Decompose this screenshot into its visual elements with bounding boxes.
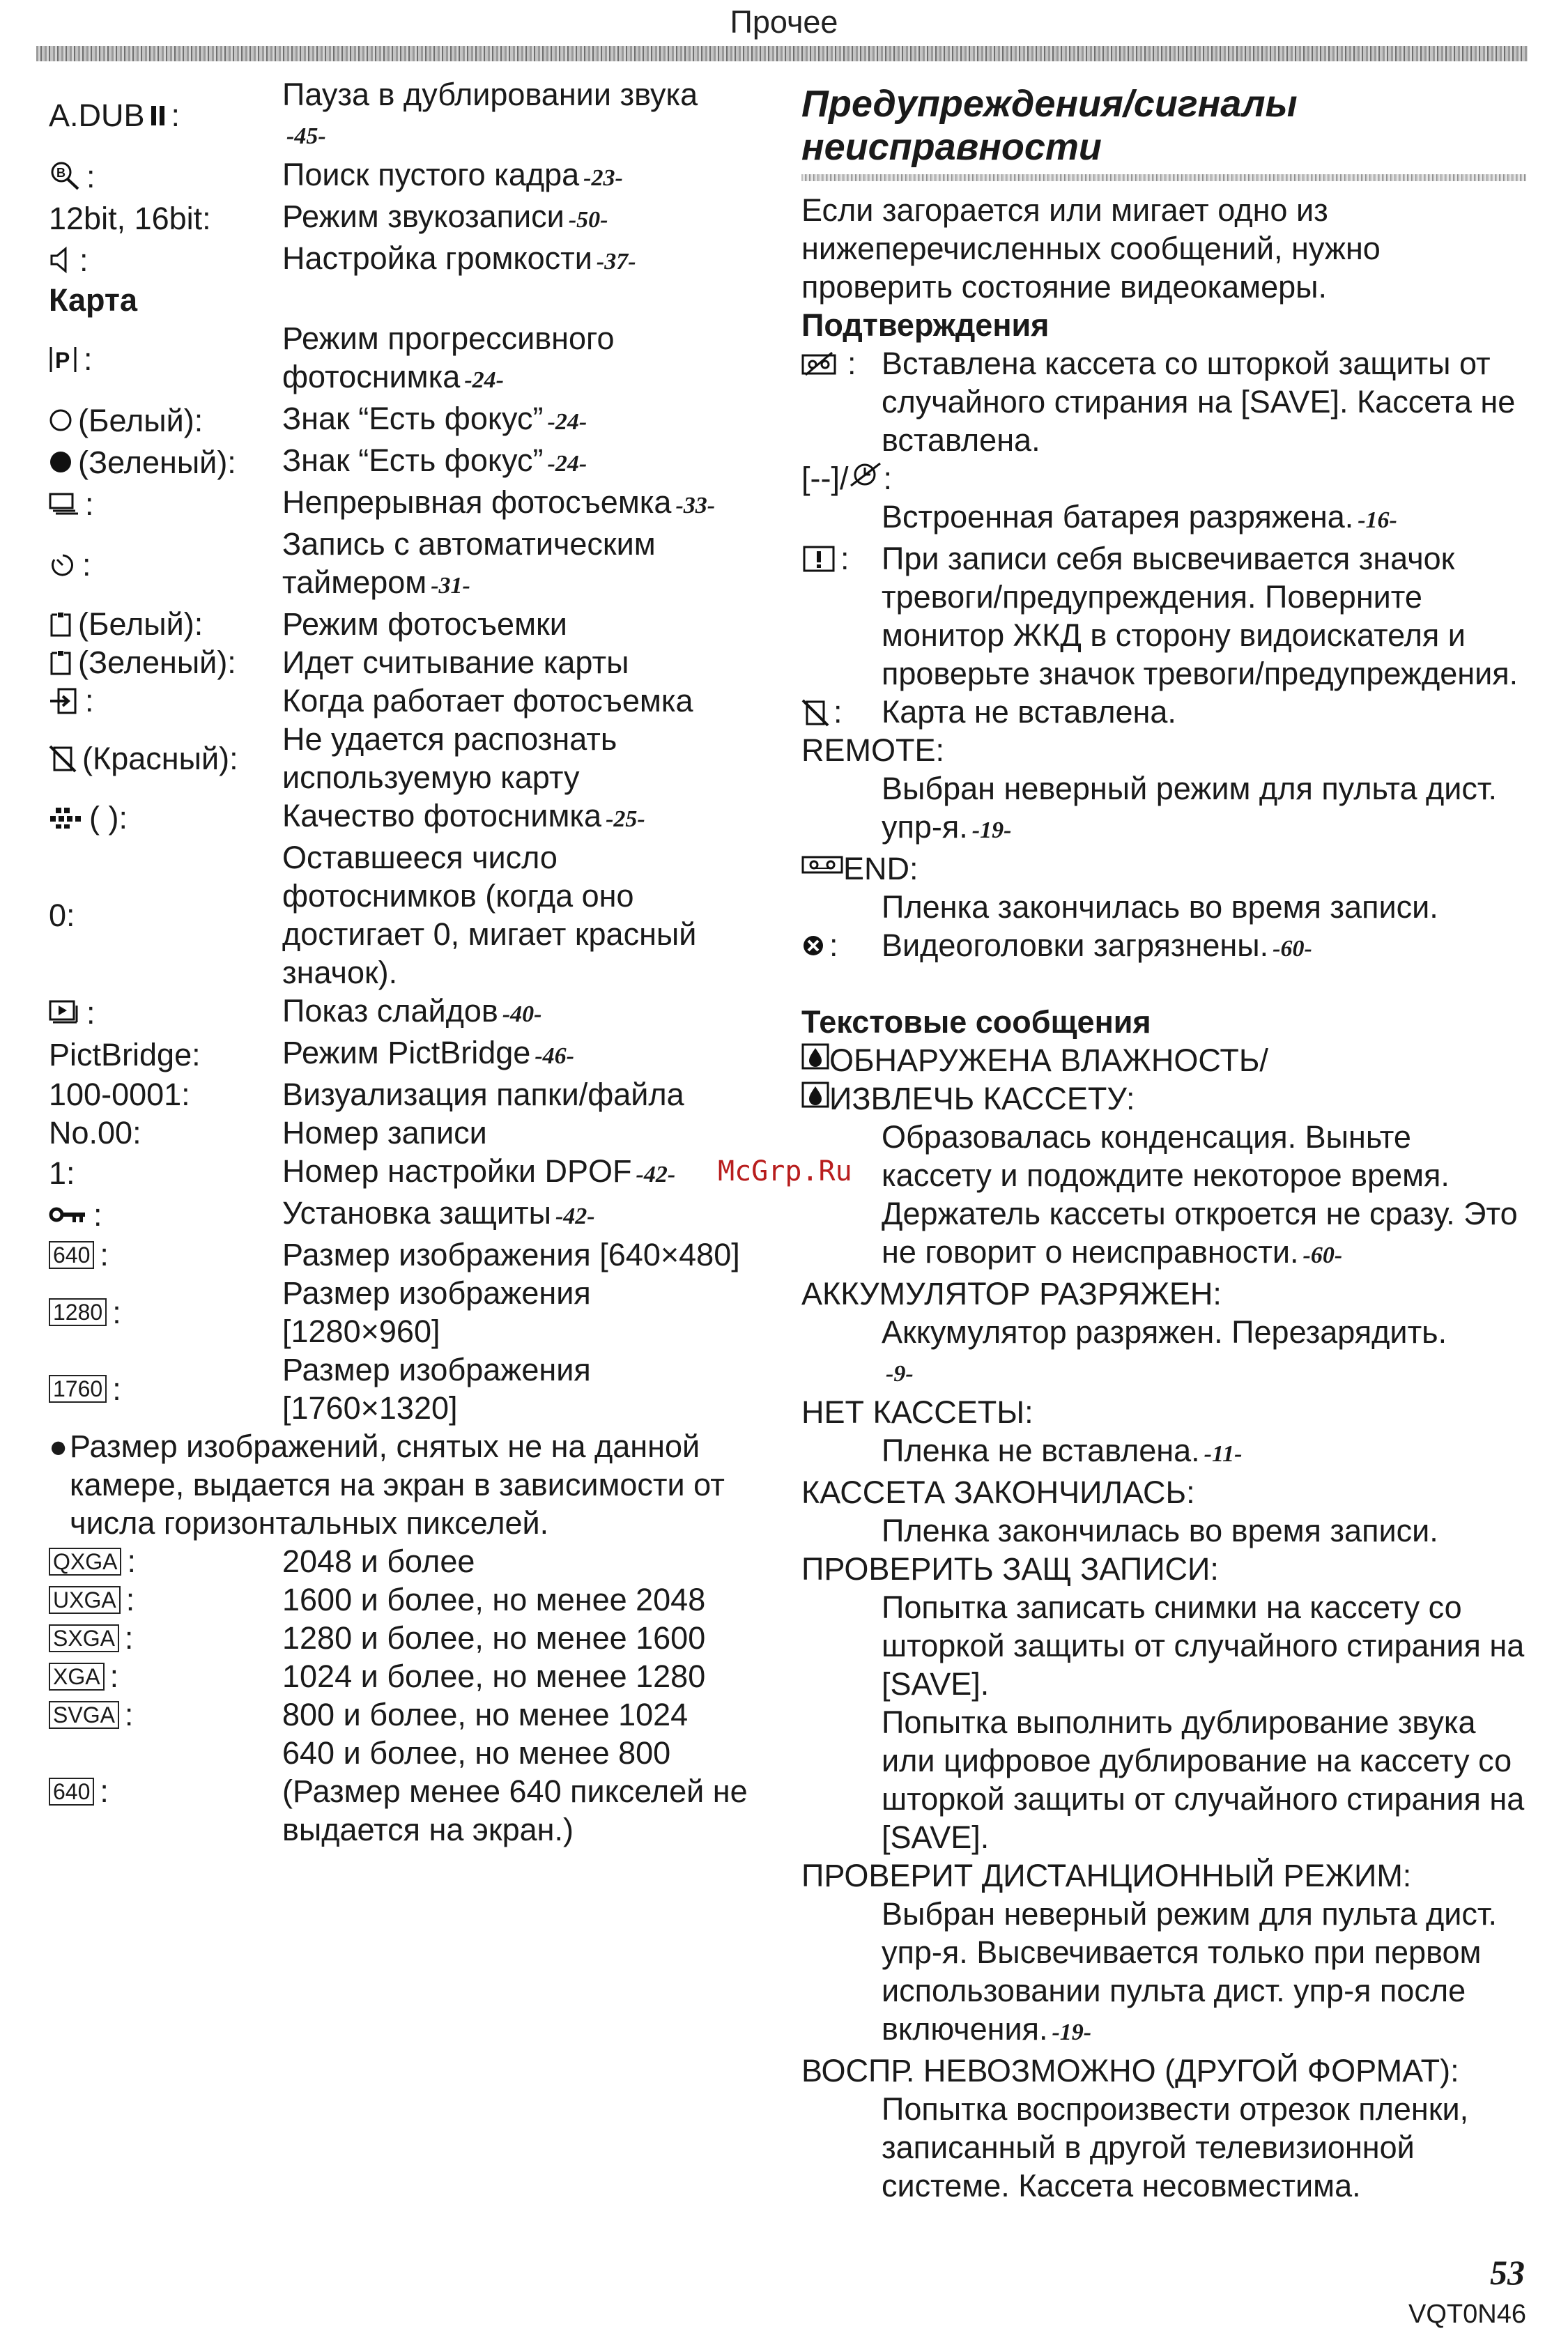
msg-check-protect: ПРОВЕРИТЬ ЗАЩ ЗАПИСИ: Попытка записать снимки на кассету со шторкой защиты от случайного стирания на [SAVE]. Попытка выполнить дублирование звука или цифровое дублирование на кассету со шторкой защиты от случайного стирания на [SAVE]. xyxy=(801,1551,1525,1855)
bullet-icon: ● xyxy=(49,1429,68,1464)
key-icon xyxy=(49,1199,88,1230)
page-number: 53 xyxy=(1490,2253,1525,2292)
entry-card-reading: (Зеленый): Идет считывание карты xyxy=(49,643,753,682)
spec-sxga: SXGA : 1280 и более, но менее 1600 xyxy=(49,1619,753,1657)
msg-tape-end: КАССЕТА ЗАКОНЧИЛАСЬ: Пленка закончилась во время записи. xyxy=(801,1475,1438,1548)
size-1280-badge: 1280 xyxy=(49,1298,107,1326)
entry-volume: : Настройка громкости -37- xyxy=(49,239,753,281)
size-640-badge: 640 xyxy=(49,1241,94,1269)
title-rule xyxy=(801,174,1526,181)
entry-blank-search: B : Поиск пустого кадра -23- xyxy=(49,155,753,197)
blank-search-icon xyxy=(49,161,81,192)
entry-size-640: 640 : Размер изображения [640×480] xyxy=(49,1236,753,1274)
confirm-dirty-heads: : Видеоголовки загрязнены. -60- xyxy=(801,926,1526,968)
size-1760-badge: 1760 xyxy=(49,1375,107,1403)
right-column xyxy=(801,75,1526,2205)
dirty-head-icon xyxy=(801,930,825,961)
confirm-battery: [--]/ : Встроенная батарея разряжена. -16- xyxy=(801,461,1397,534)
warnings-intro: Если загорается или мигает одно из нижеперечисленных сообщений, нужно проверить состояние видеокамеры. xyxy=(801,192,1381,305)
entry-focus-green: (Зеленый): Знак “Есть фокус” -24- xyxy=(49,441,753,483)
confirm-warning: : При записи себя высвечивается значок тревоги/предупреждения. Поверните монитор ЖКД в сторону видоискателя и проверьте значок тревоги/предупреждения. xyxy=(801,539,1526,693)
entry-size-1760: 1760 : Размер изображения [1760×1320] xyxy=(49,1351,753,1427)
spec-qxga: QXGA : 2048 и более xyxy=(49,1542,753,1580)
circle-filled-icon xyxy=(49,447,72,477)
burst-icon xyxy=(49,488,79,519)
watermark: McGrp.Ru xyxy=(718,1155,852,1187)
header-rule xyxy=(36,46,1528,61)
entry-focus-white: (Белый): Знак “Есть фокус” -24- xyxy=(49,399,753,441)
left-column xyxy=(49,75,753,1849)
entry-dpof: 1: Номер настройки DPOF -42- xyxy=(49,1153,676,1191)
svg-text:P: P xyxy=(55,347,70,373)
entry-slideshow: : Показ слайдов -40- xyxy=(49,992,753,1033)
warnings-title: Предупреждения/сигналы неисправности xyxy=(801,83,1298,168)
msg-humidity: ОБНАРУЖЕНА ВЛАЖНОСТЬ/ ИЗВЛЕЧЬ КАССЕТУ: Образовалась конденсация. Выньте кассету и подождите некоторое время. Держатель кассеты откроется не сразу. Это не говорит о неисправности. -60- xyxy=(801,1041,1526,1275)
pause-icon xyxy=(151,100,166,131)
spec-xga: XGA : 1024 и более, но менее 1280 xyxy=(49,1657,753,1695)
confirm-remote: REMOTE: Выбран неверный режим для пульта дист. упр-я. -19- xyxy=(801,732,1498,845)
card-write-icon xyxy=(49,686,79,716)
msg-no-cassette: НЕТ КАССЕТЫ: Пленка не вставлена. -11- xyxy=(801,1394,1243,1468)
text-messages-heading: Текстовые сообщения xyxy=(801,1004,1151,1040)
speaker-icon xyxy=(49,245,74,275)
entry-self-timer: : Запись с автоматическим таймером -31- xyxy=(49,525,753,605)
drop-icon xyxy=(801,1079,829,1110)
circle-outline-icon xyxy=(49,405,72,436)
spec-uxga: UXGA : 1600 и более, но менее 2048 xyxy=(49,1580,753,1619)
entry-photo-mode: (Белый): Режим фотосъемки xyxy=(49,605,753,643)
entry-size-1280: 1280 : Размер изображения [1280×960] xyxy=(49,1274,753,1351)
spec-640: 640 : 640 и более, но менее 800 (Размер менее 640 пикселей не выдается на экран.) xyxy=(49,1734,753,1849)
msg-battery-low: АККУМУЛЯТОР РАЗРЯЖЕН: Аккумулятор разряжен. Перезарядить. -9- xyxy=(801,1276,1447,1387)
card-error-icon xyxy=(49,743,77,774)
entry-remaining: 0: Оставшееся число фотоснимков (когда оно достигает 0, мигает красный значок). xyxy=(49,840,697,990)
entry-progressive: P : Режим прогрессивного фотоснимка -24- xyxy=(49,319,753,399)
drop-icon xyxy=(801,1041,829,1072)
entry-quality: ( ): Качество фотоснимка -25- xyxy=(49,797,753,838)
card-heading: Карта xyxy=(49,282,138,318)
entry-protect: : Установка защиты -42- xyxy=(49,1194,753,1236)
card-error-icon xyxy=(801,697,829,728)
entry-card-write: : Когда работает фотосъемка xyxy=(49,682,753,720)
battery-clock-icon xyxy=(848,459,883,490)
card-icon xyxy=(49,609,72,640)
quality-icon xyxy=(49,802,84,833)
entry-adub: A.DUB : Пауза в дублировании звука -45- xyxy=(49,77,698,149)
confirm-cassette-protect: : Вставлена кассета со шторкой защиты от случайного стирания на [SAVE]. Кассета не вставлена. xyxy=(801,344,1526,459)
cassette-protect-icon xyxy=(801,348,843,379)
spec-svga: SVGA : 800 и более, но менее 1024 xyxy=(49,1695,753,1734)
entry-folder-file: 100-0001: Визуализация папки/файла xyxy=(49,1077,684,1112)
entry-burst: : Непрерывная фотосъемка -33- xyxy=(49,483,753,525)
card-icon xyxy=(49,647,72,678)
svg-text:B: B xyxy=(56,166,66,180)
page-header-title: Прочее xyxy=(730,4,838,40)
entry-pictbridge: PictBridge: Режим PictBridge -46- xyxy=(49,1035,574,1072)
self-timer-icon xyxy=(49,550,77,580)
warning-icon xyxy=(801,544,836,574)
msg-check-remote: ПРОВЕРИТ ДИСТАНЦИОННЫЙ РЕЖИМ: Выбран неверный режим для пульта дист. упр-я. Высвечивается только при первом использовании пульта дист. упр-я после включения. -19- xyxy=(801,1858,1498,2047)
msg-other-format: ВОСПР. НЕВОЗМОЖНО (ДРУГОЙ ФОРМАТ): Попытка воспроизвести отрезок пленки, записанный в другой телевизионной системе. Кассета несовместима. xyxy=(801,2053,1469,2203)
entry-card-error: (Красный): Не удается распознать используемую карту xyxy=(49,720,753,797)
slideshow-icon xyxy=(49,997,81,1028)
confirm-tape-end: END: Пленка закончилась во время записи. xyxy=(801,849,1526,926)
entry-audio-bits: 12bit, 16bit: Режим звукозаписи -50- xyxy=(49,199,608,236)
tape-icon xyxy=(801,849,843,880)
confirm-no-card: : Карта не вставлена. xyxy=(801,693,1526,731)
confirm-heading: Подтверждения xyxy=(801,307,1050,343)
entry-record-number: No.00: Номер записи xyxy=(49,1115,487,1151)
progressive-p-icon xyxy=(49,344,78,375)
document-code: VQT0N46 xyxy=(1408,2300,1526,2329)
size-note: ● Размер изображений, снятых не на данной камере, выдается на экран в зависимости от числа горизонтальных пикселей. xyxy=(49,1429,725,1541)
